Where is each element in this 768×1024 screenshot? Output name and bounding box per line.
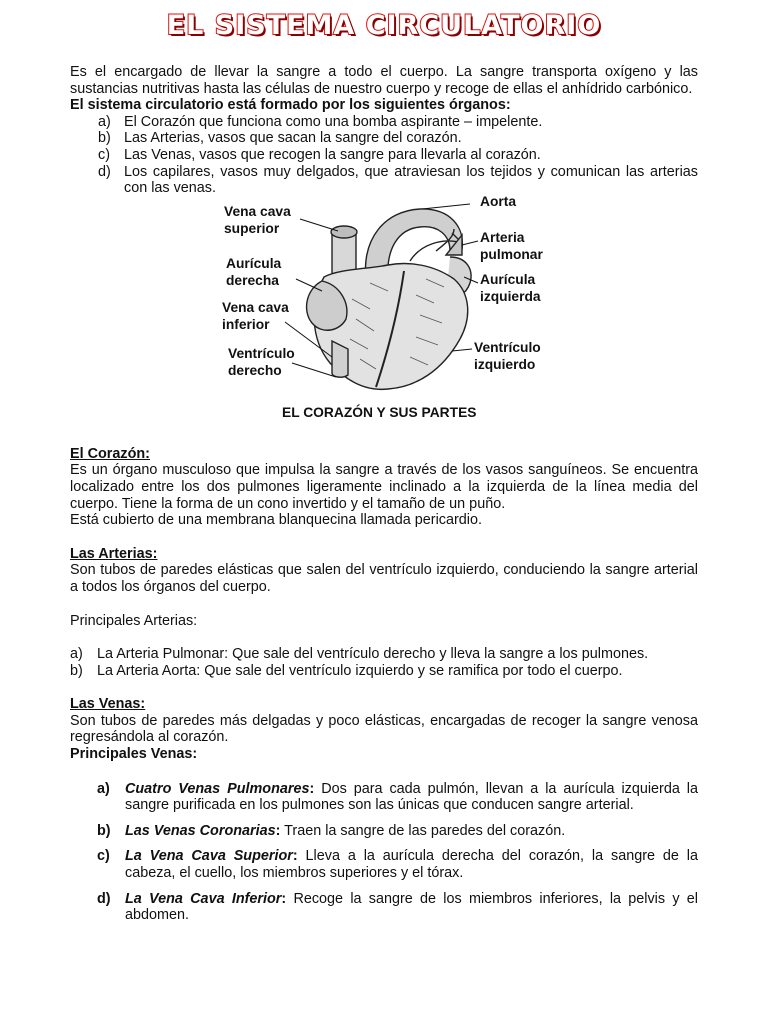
list-item (70, 114, 698, 131)
list-item (70, 147, 698, 164)
venas-paragraph: Son tubos de paredes más delgadas y poco elásticas, encargadas de recoger la sangre venosa regresándola al corazón. (70, 712, 698, 746)
venas-list (70, 781, 698, 924)
list-item-text: Las Arterias, vasos que sacan la sangre del corazón. (124, 130, 462, 147)
label-aorta: Aorta (480, 193, 517, 209)
corazon-paragraph: Es un órgano musculoso que impulsa la sangre a través de los vasos sanguíneos. Se encuentra localizado entre los dos pulmones ligeramente inclinado a la izquierda de la línea media del cuerpo. Tiene la forma de un cono invertido y el tamaño de un puño. (70, 462, 698, 512)
label-vena-cava-inferior: Vena cava inferior (222, 299, 289, 332)
figure-caption: EL CORAZÓN Y SUS PARTES (282, 404, 477, 420)
organs-heading: El sistema circulatorio está formado por los siguientes órganos: (70, 97, 511, 114)
list-item-text: El Corazón que funciona como una bomba aspirante – impelente. (124, 113, 543, 130)
list-item (70, 646, 698, 663)
list-item-text: Dos para cada pulmón, llevan a la aurícula izquierda la sangre purificada en los pulmones son las únicas que conducen sangre arterial. (125, 780, 698, 814)
list-item: c) La Vena Cava Superior: Lleva a la aurícula derecha del corazón, la sangre de la cabeza, el cuello, los miembros superiores y el tórax. (97, 848, 698, 882)
list-item: b) Las Venas Coronarias: Traen la sangre de las paredes del corazón. (97, 822, 566, 839)
list-marker: d) (98, 163, 111, 180)
vein-name: La Vena Cava Inferior (125, 890, 282, 907)
spacer (70, 679, 698, 696)
list-marker: a) (98, 113, 111, 130)
list-item-text: La Arteria Aorta: Que sale del ventrículo izquierdo y se ramifica por todo el cuerpo. (97, 662, 623, 679)
label-ventriculo-izquierdo: Ventrículo izquierdo (474, 339, 541, 372)
arterias-subheading: Principales Arterias: (70, 612, 198, 629)
spacer (70, 596, 698, 613)
list-marker: c) (97, 848, 110, 865)
list-item (70, 130, 698, 147)
vein-name: Cuatro Venas Pulmonares (125, 780, 310, 797)
list-marker: c) (98, 146, 110, 163)
list-marker: b) (97, 822, 111, 839)
heart-figure (70, 193, 698, 446)
list-item-text: Recoge la sangre de los miembros inferiores, la pelvis y el abdomen. (125, 890, 698, 924)
arterias-paragraph: Son tubos de paredes elásticas que salen del ventrículo izquierdo, conduciendo la sangre arterial a todos los órganos del cuerpo. (70, 562, 698, 595)
page-title: EL SISTEMA CIRCULATORIO (166, 10, 602, 41)
list-item-text: Las Venas, vasos que recogen la sangre para llevarla al corazón. (124, 146, 541, 163)
list-marker: b) (70, 662, 83, 679)
label-vena-cava-superior: Vena cava superior (224, 203, 291, 236)
list-item (70, 663, 698, 680)
list-item: d) La Vena Cava Inferior: Recoge la sangre de los miembros inferiores, la pelvis y el abdomen. (97, 890, 698, 924)
organs-list (70, 114, 698, 197)
list-item (70, 164, 698, 197)
list-item: a) Cuatro Venas Pulmonares: Dos para cada pulmón, llevan a la aurícula izquierda la sangre purificada en los pulmones son las únicas que conducen sangre arterial. (97, 780, 698, 814)
label-ventriculo-derecho: Ventrículo derecho (228, 345, 295, 378)
spacer (70, 629, 698, 646)
list-item-text: Los capilares, vasos muy delgados, que atraviesan los tejidos y comunican las arterias con las venas. (124, 163, 698, 197)
list-marker: b) (98, 130, 111, 147)
list-marker: a) (97, 780, 110, 797)
list-item-text: La Arteria Pulmonar: Que sale del ventrículo derecho y lleva la sangre a los pulmones. (97, 646, 649, 663)
arterias-list (70, 646, 698, 679)
list-marker: d) (97, 890, 111, 907)
list-item-text: Traen la sangre de las paredes del corazón. (280, 822, 566, 839)
spacer (70, 529, 698, 546)
corazon-paragraph-2: Está cubierto de una membrana blanquecina llamada pericardio. (70, 512, 482, 529)
label-auricula-derecha: Aurícula derecha (226, 255, 282, 288)
section-heading-venas: Las Venas: (70, 696, 146, 713)
list-marker: a) (70, 646, 83, 663)
document-body (70, 64, 698, 933)
label-arteria-pulmonar: Arteria pulmonar (480, 229, 543, 262)
vein-name: Las Venas Coronarias (125, 822, 276, 839)
venas-subheading: Principales Venas: (70, 746, 198, 763)
intro-paragraph: Es el encargado de llevar la sangre a todo el cuerpo. La sangre transporta oxígeno y las sustancias nutritivas hasta las células de nuestro cuerpo y recoge de ellas el anhídrido carbónico. (70, 64, 698, 97)
label-auricula-izquierda: Aurícula izquierda (480, 271, 541, 304)
list-item-text: Lleva a la aurícula derecha del corazón, la sangre de la cabeza, el cuello, los miembros superiores y el tórax. (125, 848, 698, 882)
section-heading-arterias: Las Arterias: (70, 545, 158, 562)
vein-name: La Vena Cava Superior (125, 848, 293, 865)
section-heading-corazon: El Corazón: (70, 445, 150, 462)
